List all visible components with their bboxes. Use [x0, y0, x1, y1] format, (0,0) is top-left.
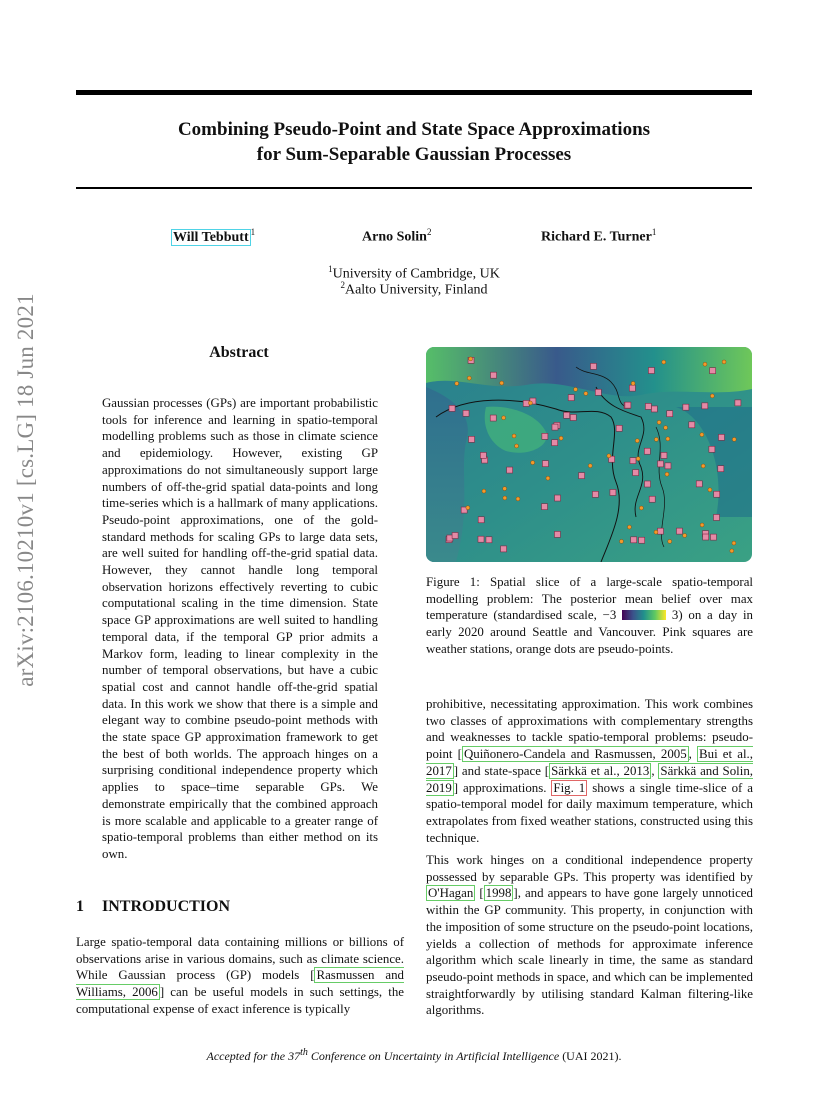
- citation-link[interactable]: Särkkä et al., 2013: [551, 763, 650, 778]
- station-marker: [486, 537, 492, 543]
- pseudo-point-marker: [657, 420, 661, 424]
- pseudo-point-marker: [668, 539, 672, 543]
- station-marker: [564, 412, 570, 418]
- pseudo-point-marker: [722, 360, 726, 364]
- author-1-sup: 1: [250, 227, 256, 237]
- intro-paragraph: Large spatio-temporal data containing millions or billions of observations arise in various domains, such as climate science. While Gaussian process (GP) models [ Rasmussen and Williams, 2006 ] can be useful models in such settings, the computational expense of exact inference is typically: [76, 935, 404, 1016]
- arxiv-stamp-text: arXiv:2106.10210v1 [cs.LG] 18 Jun 2021: [13, 293, 38, 687]
- intro-text-1: Large spatio-temporal data containing millions or billions of observations arise in various domains, such as climate science. While Gaussian process (GP) models: [76, 935, 404, 983]
- station-marker: [644, 448, 650, 454]
- section-title: INTRODUCTION: [102, 898, 231, 915]
- title-line-1: Combining Pseudo-Point and State Space Approximations: [177, 119, 651, 140]
- station-marker: [633, 470, 639, 476]
- section-number: 1: [76, 898, 84, 915]
- paper-title: [76, 117, 752, 167]
- station-marker: [491, 372, 497, 378]
- station-marker: [490, 415, 496, 421]
- station-marker: [645, 481, 651, 487]
- station-marker: [507, 467, 513, 473]
- abstract-body: Gaussian processes (GPs) are important probabilistic tools for inference and learning in spatio-temporal modelling problems such as those in climate science and epidemiology. However, existing GP approximations do not simultaneously support large numbers of off-the-grid spatial data-points and long time-series which is a hallmark of many applications. Pseudo-point approximations, one of the gold-standard methods for scaling GPs to large data sets, are well suited for handling off-the-grid spatial data. However, they cannot handle long temporal observation horizons effectively reverting to cubic computational scaling in the time dimension. State space GP approximations are well suited to handling temporal data, if the temporal GP prior admits a Markov form, leading to linear complexity in the number of temporal observations, but have a cubic spatial cost and cannot handle off-the-grid spatial data. In this work we show that there is a simple and elegant way to combine pseudo-point methods with the state space GP approximation framework to get the best of both worlds. The approach hinges on a surprising conditional independence property which applies to space–time separable GPs. We demonstrate empirically that the combined approach is more scalable and applicable to a greater range of spatio-temporal problems than either method on its own.: [102, 396, 378, 861]
- station-marker: [542, 504, 548, 510]
- right-column-paragraph-1: [426, 696, 753, 846]
- colorbar-swatch: [622, 610, 666, 620]
- station-marker: [542, 461, 548, 467]
- station-marker: [579, 473, 585, 479]
- citation-link[interactable]: Rasmussen and Williams, 2006: [76, 968, 404, 1000]
- station-marker: [718, 434, 724, 440]
- station-marker: [658, 461, 664, 467]
- pseudo-point-marker: [607, 454, 611, 458]
- station-marker: [463, 410, 469, 416]
- author-3: [541, 227, 656, 246]
- r1-text-1: prohibitive, necessitating approximation. This work combines two classes of approximations with complementary strengths and weaknesses to tackle spatio-temporal problems: pseudo-point [: [426, 697, 753, 762]
- pseudo-point-marker: [701, 464, 705, 468]
- pseudo-point-marker: [639, 506, 643, 510]
- r2-text-2: [: [475, 886, 484, 901]
- station-marker: [735, 400, 741, 406]
- pseudo-point-marker: [469, 357, 473, 361]
- pseudo-point-marker: [662, 360, 666, 364]
- pseudo-point-marker: [700, 433, 704, 437]
- station-marker: [469, 436, 475, 442]
- pseudo-point-marker: [703, 362, 707, 366]
- r1-text-6: shows a single time-slice of a spatio-temporal model for daily maximum temperature, which extrapolates from fixed weather stations, constructed using this technique.: [426, 780, 753, 845]
- pseudo-point-marker: [467, 376, 471, 380]
- station-marker: [629, 385, 635, 391]
- pseudo-point-marker: [455, 382, 459, 386]
- pseudo-point-marker: [665, 472, 669, 476]
- station-marker: [703, 534, 709, 540]
- caption-text-2: 3) on a day in early 2020 around Seattle and Vancouver. Pink squares are weather stations, orange dots are pseudo-points.: [426, 608, 753, 656]
- conference-footer: [76, 1047, 752, 1064]
- footer-conference: Conference on Uncertainty in Artificial Intelligence: [307, 1049, 560, 1063]
- station-marker: [631, 537, 637, 543]
- title-rule: [76, 187, 752, 189]
- author-2: [362, 227, 431, 246]
- r1-text-3: ] and state-space [: [453, 763, 550, 778]
- pseudo-point-marker: [700, 523, 704, 527]
- station-marker: [480, 452, 486, 458]
- station-marker: [709, 446, 715, 452]
- author-1[interactable]: [171, 227, 255, 246]
- author-2-sup: 2: [426, 227, 432, 237]
- intro-text-2: can be useful models in such settings, the computational expense of exact inference is typically: [76, 985, 404, 1016]
- map-svg: [426, 347, 752, 562]
- station-marker: [648, 368, 654, 374]
- pseudo-point-marker: [584, 391, 588, 395]
- r1-text-5: ] approximations.: [453, 780, 552, 795]
- station-marker: [710, 534, 716, 540]
- pseudo-point-marker: [666, 437, 670, 441]
- pseudo-point-marker: [683, 534, 687, 538]
- station-marker: [625, 402, 631, 408]
- top-rule: [76, 90, 752, 95]
- pseudo-point-marker: [654, 437, 658, 441]
- pseudo-point-marker: [503, 487, 507, 491]
- affiliation-1-sup: 1: [328, 264, 333, 274]
- pseudo-point-marker: [516, 497, 520, 501]
- station-marker: [595, 389, 601, 395]
- abstract-heading: Abstract: [209, 344, 269, 361]
- station-marker: [542, 433, 548, 439]
- pseudo-point-marker: [502, 416, 506, 420]
- r2-text-3: ], and appears to have gone largely unnoticed within the GP community. This property, in conjunction with the imposition of some structure on the pseudo-point locations, yields a collection of methods for approximate inference algorithm which scale linearly in time, the same as standard pseudo-point methods in space, and which can be implemented straightforwardly by utilising standard Kalman filtering-like algorithms.: [426, 886, 754, 1018]
- citation-link[interactable]: O'Hagan: [428, 886, 474, 901]
- pseudo-point-marker: [664, 426, 668, 430]
- right-column-paragraph-2: [426, 852, 753, 1019]
- pseudo-point-marker: [636, 457, 640, 461]
- pseudo-point-marker: [546, 476, 550, 480]
- section-heading: [76, 898, 230, 916]
- pseudo-point-marker: [732, 541, 736, 545]
- station-marker: [667, 411, 673, 417]
- station-marker: [478, 517, 484, 523]
- station-marker: [570, 415, 576, 421]
- pseudo-point-marker: [732, 437, 736, 441]
- pseudo-point-marker: [515, 444, 519, 448]
- citation-link[interactable]: Quiñonero-Candela and Rasmussen, 2005: [463, 747, 687, 762]
- station-marker: [554, 531, 560, 537]
- station-marker: [552, 424, 558, 430]
- station-marker: [630, 458, 636, 464]
- pseudo-point-marker: [482, 489, 486, 493]
- affiliation-1-text: University of Cambridge, UK: [332, 266, 500, 282]
- station-marker: [478, 536, 484, 542]
- station-marker: [610, 489, 616, 495]
- pseudo-point-marker: [730, 549, 734, 553]
- station-marker: [718, 466, 724, 472]
- pseudo-point-marker: [528, 401, 532, 405]
- citation-link[interactable]: Särkkä and Solin, 2019: [426, 763, 753, 795]
- figure-ref-link[interactable]: Fig. 1: [553, 780, 586, 795]
- pseudo-point-marker: [588, 464, 592, 468]
- station-marker: [501, 546, 507, 552]
- station-marker: [713, 514, 719, 520]
- affiliation-2-sup: 2: [340, 280, 345, 290]
- pseudo-point-marker: [559, 436, 563, 440]
- station-marker: [645, 403, 651, 409]
- figure-caption: [426, 574, 753, 658]
- arxiv-stamp: [6, 293, 46, 687]
- author-3-sup: 1: [651, 227, 657, 237]
- author-2-name: Arno Solin: [362, 229, 427, 245]
- station-marker: [676, 528, 682, 534]
- station-marker: [714, 491, 720, 497]
- station-marker: [639, 537, 645, 543]
- author-3-name: Richard E. Turner: [541, 229, 652, 245]
- pseudo-point-marker: [574, 387, 578, 391]
- station-marker: [452, 533, 458, 539]
- title-line-2: for Sum-Separable Gaussian Processes: [256, 144, 572, 165]
- footer-sup: th: [300, 1047, 308, 1058]
- station-marker: [710, 368, 716, 374]
- station-marker: [555, 495, 561, 501]
- caption-text-1: Figure 1: Spatial slice of a large-scale spatio-temporal modelling problem: The posterior mean belief over max temperature (standardised scale,: [426, 575, 753, 623]
- author-1-name-link[interactable]: Will Tebbutt: [173, 229, 249, 245]
- station-marker: [592, 491, 598, 497]
- pseudo-point-marker: [710, 394, 714, 398]
- station-marker: [616, 425, 622, 431]
- pseudo-point-marker: [500, 381, 504, 385]
- pseudo-point-marker: [627, 525, 631, 529]
- station-marker: [683, 404, 689, 410]
- station-marker: [702, 403, 708, 409]
- station-marker: [661, 452, 667, 458]
- citation-link[interactable]: Bui et al., 2017: [426, 747, 753, 778]
- pseudo-point-marker: [635, 439, 639, 443]
- station-marker: [665, 463, 671, 469]
- station-marker: [552, 440, 558, 446]
- r1-text-4: ,: [651, 763, 659, 778]
- affiliation-2: [76, 277, 752, 299]
- pseudo-point-marker: [503, 496, 507, 500]
- pseudo-point-marker: [708, 488, 712, 492]
- pseudo-point-marker: [654, 530, 658, 534]
- footer-text-2: (UAI 2021).: [559, 1049, 622, 1063]
- station-marker: [696, 481, 702, 487]
- r1-text-2: ,: [688, 747, 698, 762]
- pseudo-point-marker: [631, 381, 635, 385]
- station-marker: [568, 395, 574, 401]
- pseudo-point-marker: [512, 434, 516, 438]
- station-marker: [651, 406, 657, 412]
- caption-scale-low: −3: [602, 608, 617, 623]
- pseudo-point-marker: [619, 539, 623, 543]
- station-marker: [449, 405, 455, 411]
- station-marker: [590, 363, 596, 369]
- footer-text-1: Accepted for the 37: [206, 1049, 301, 1063]
- spatial-map-figure: [426, 347, 752, 562]
- citation-link[interactable]: 1998: [485, 886, 512, 901]
- r2-text-1: This work hinges on a conditional independence property possessed by separable GPs. This property was identified by: [426, 853, 753, 884]
- pseudo-point-marker: [531, 461, 535, 465]
- station-marker: [649, 496, 655, 502]
- station-marker: [689, 422, 695, 428]
- station-marker: [657, 528, 663, 534]
- affiliation-2-text: Aalto University, Finland: [344, 282, 488, 298]
- pseudo-point-marker: [466, 506, 470, 510]
